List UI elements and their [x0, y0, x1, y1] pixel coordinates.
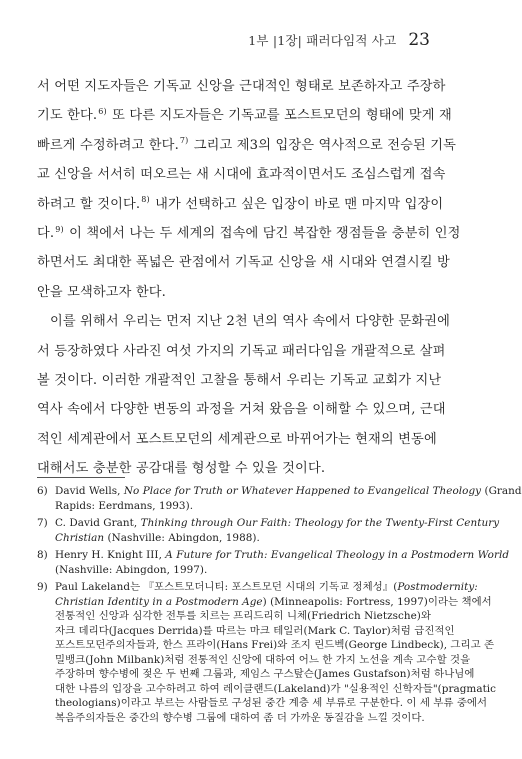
footnote-9-cont: 밀뱅크(John Milbank)처럼 전통적인 신앙에 대하여 어느 한 가지 노선을 계속 고수할 것을 — [55, 653, 471, 666]
text-line: 하면서도 최대한 폭넓은 관점에서 기독교 신앙을 새 시대와 연결시킬 방 — [37, 255, 450, 271]
chapter-header: 1부 |1장| 패러다임적 사고 — [248, 33, 397, 48]
footnote-9-cont: 대한 나름의 입장을 고수하려고 하여 레이클랜드(Lakeland)가 "실용적인 신학자들"(pragmatic — [55, 682, 497, 695]
footnote-9-cont: 자크 데리다(Jacques Derrida)를 따르는 마크 테일러(Mark C. Taylor)처럼 급진적인 — [55, 624, 455, 637]
running-header — [248, 30, 430, 50]
text-line: 교 신앙을 서서히 떠오르는 새 시대에 효과적이면서도 조심스럽게 접속 — [37, 167, 446, 183]
text-line: 적인 세계관에서 포스트모던의 세계관으로 바뀌어가는 현재의 변동에 — [37, 431, 437, 447]
footnote-8: 8) Henry H. Knight III, A Future for Truth: Evangelical Theology in a Postmodern World — [37, 549, 510, 561]
footnote-9-cont: 포스트모던주의자들과, 한스 프라이(Hans Frei)와 조지 린드벡(George Lindbeck), 그리고 존 — [55, 639, 495, 651]
footnote-8-cont: (Nashville: Abingdon, 1997). — [55, 563, 208, 576]
footnote-7: 7) C. David Grant, Thinking through Our Faith: Theology for the Twenty-First Century — [37, 517, 500, 529]
text-line: 이를 위해서 우리는 먼저 지난 2천 년의 역사 속에서 다양한 문화권에 — [50, 314, 450, 330]
footnote-9-cont: 복음주의자들은 중간의 향수병 그룹에 대하여 좀 더 가까운 동질감을 느낄 것이다. — [55, 711, 425, 724]
text-line: 기도 한다.$^{6)}$ 또 다른 지도자들은 기독교를 포스트모던의 형태에 맞게 재 — [37, 107, 452, 124]
footnote-9-cont: 주장하며 향수병에 젖은 두 번째 그룹과, 제임스 구스탚슨(James Gustafson)처럼 하나님에 — [55, 668, 475, 680]
text-line: 역사 속에서 다양한 변동의 과정을 거쳐 왔음을 이해할 수 있으며, 근대 — [37, 402, 446, 418]
footnote-6-cont: Rapids: Eerdmans, 1993). — [55, 499, 194, 512]
text-line: 다.$^{9)}$ 이 책에서 나는 두 세계의 접속에 담긴 복잡한 쟁점들을 충분히 인정 — [37, 224, 461, 241]
footnote-ref[interactable]: 6) — [98, 107, 107, 116]
footnote-6: 6) David Wells, No Place for Truth or Whatever Happened to Evangelical Theology (Grand — [37, 485, 522, 497]
text-line: 서 어떤 지도자들은 기독교 신앙을 근대적인 형태로 보존하자고 주장하 — [37, 79, 446, 94]
text-line: 하려고 할 것이다.$^{8)}$ 내가 선택하고 싶은 입장이 바로 맨 마지막 입장이 — [37, 195, 444, 212]
footnote-9-cont: Christian Identity in a Postmodern Age) (Minneapolis: Fortress, 1997)이라는 책에서 — [55, 595, 492, 608]
footnote-ref[interactable]: 9) — [55, 224, 64, 234]
page-number: 23 — [408, 30, 430, 50]
text-line: 서 등장하였다 사라진 여섯 가지의 기독교 패러다임을 개괄적으로 살펴 — [37, 343, 446, 359]
text-line: 빠르게 수정하려고 한다.$^{7)}$ 그리고 제3의 입장은 역사적으로 전승된 기독 — [37, 136, 457, 153]
footnote-9-cont: 전통적인 신앙과 심각한 전투를 치르는 프리드리히 니체(Friedrich Nietzsche)와 — [55, 610, 431, 622]
footnote-ref[interactable]: 7) — [179, 136, 189, 146]
main-text — [37, 72, 461, 483]
text-line: 안을 모색하고자 한다. — [37, 284, 167, 300]
footnote-7-cont: Christian (Nashville: Abingdon, 1988). — [55, 531, 260, 544]
footnote-9-cont: theologians)이라고 부르는 사람들로 구성된 중간 계층 세 부류로 구분한다. 이 세 부류 중에서 — [55, 697, 488, 709]
footnote-divider — [37, 477, 125, 478]
footnotes — [37, 484, 522, 725]
text-line: 대해서도 충분한 공감대를 형성할 수 있을 것이다. — [37, 461, 326, 477]
footnote-9: 9) Paul Lakeland는 『포스트모더니티: 포스트모던 시대의 기독교 정체성』(Postmodernity: — [37, 581, 478, 593]
footnote-ref[interactable]: 8) — [141, 195, 150, 205]
text-line: 볼 것이다. 이러한 개괄적인 고찰을 통해서 우리는 기독교 교회가 지난 — [37, 372, 442, 388]
